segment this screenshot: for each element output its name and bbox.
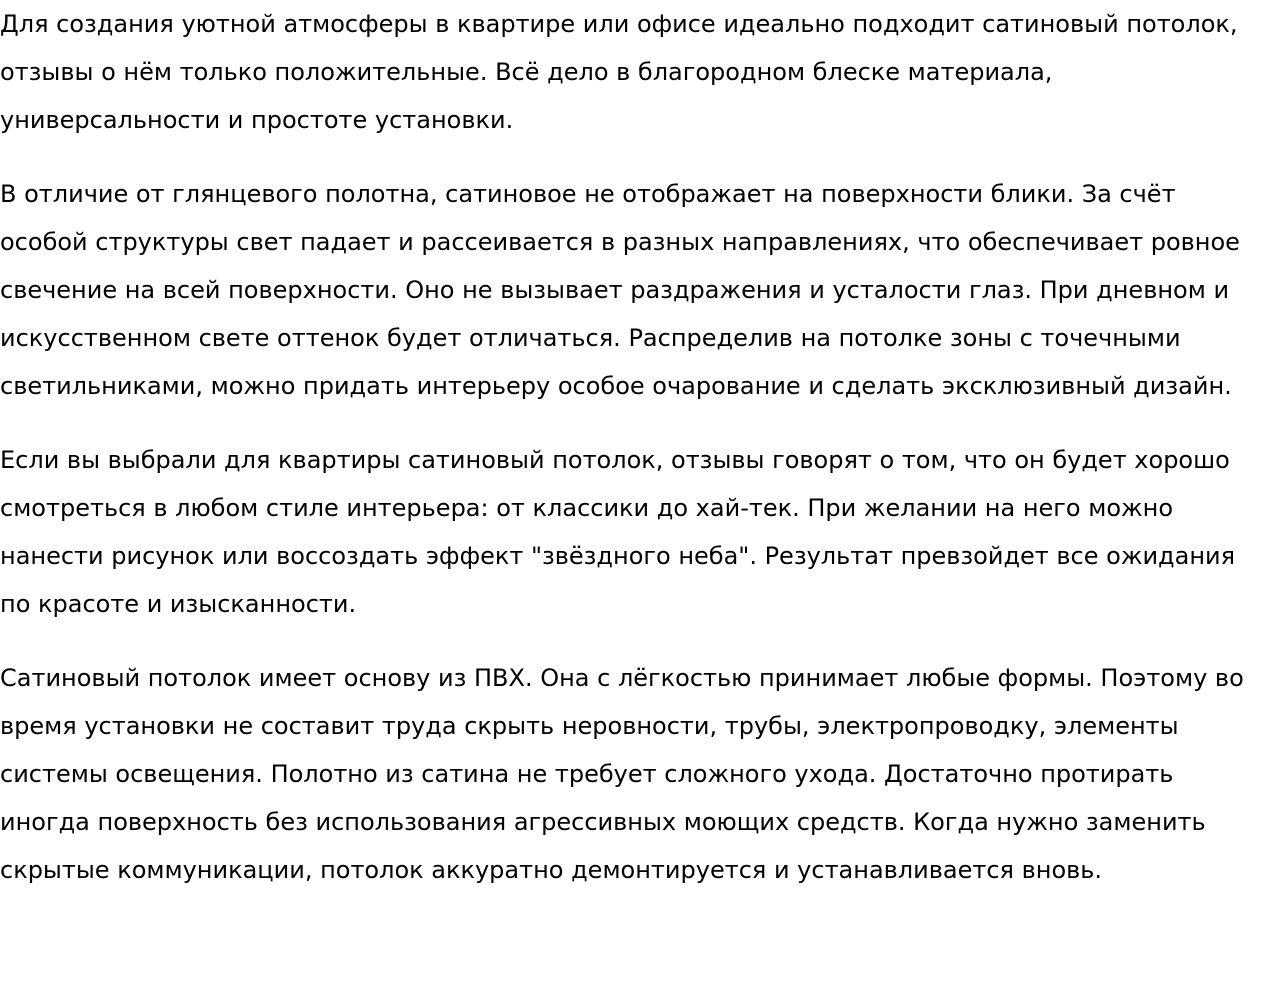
paragraph-interior-style: Если вы выбрали для квартиры сатиновый потолок, отзывы говорят о том, что он будет хорошо смотреться в любом стиле интерьера: от классики до хай-тек. При желании на него можно нанести рисунок или воссоздать эффект "звёздного неба". Результат превзойдет все ожидания по красоте и изысканности. [0,446,1236,618]
paragraph-intro: Для создания уютной атмосферы в квартире или офисе идеально подходит сатиновый потолок, отзывы о нём только положительные. Всё дело в благородном блеске материала, универсальности и простоте установки. [0,10,1238,134]
paragraph-light-diffusion: В отличие от глянцевого полотна, сатиновое не отображает на поверхности блики. За счёт особой структуры свет падает и рассеивается в разных направлениях, что обеспечивает ровное свечение на всей поверхности. Оно не вызывает раздражения и усталости глаз. При дневном и искусственном свете оттенок будет отличаться. Распределив на потолке зоны с точечными светильниками, можно придать интерьеру особое очарование и сделать эксклюзивный дизайн. [0,180,1240,400]
paragraph-pvc-base: Сатиновый потолок имеет основу из ПВХ. Она с лёгкостью принимает любые формы. Поэтому во время установки не составит труда скрыть неровности, трубы, электропроводку, элементы системы освещения. Полотно из сатина не требует сложного ухода. Достаточно протирать иногда поверхность без использования агрессивных моющих средств. Когда нужно заменить скрытые коммуникации, потолок аккуратно демонтируется и устанавливается вновь. [0,664,1244,884]
